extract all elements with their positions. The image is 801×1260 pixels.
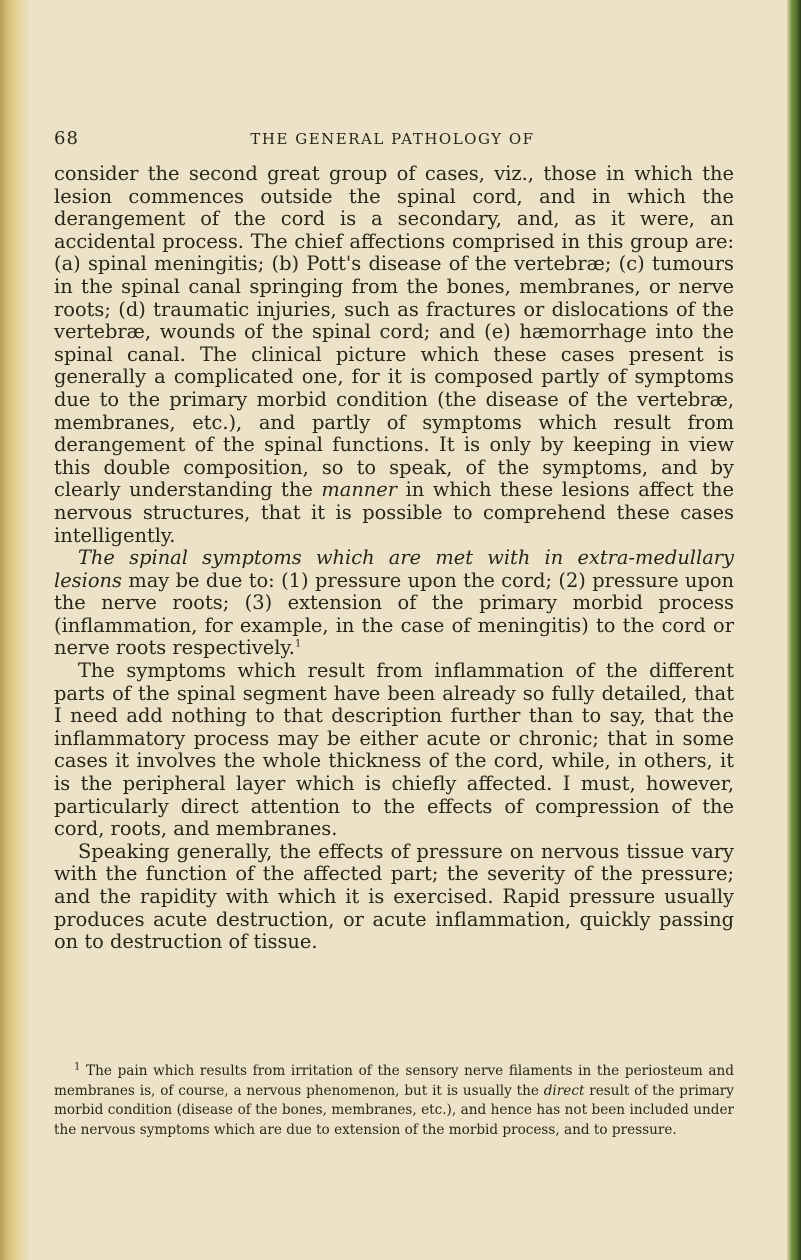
paragraph-2: [54, 547, 734, 660]
emphasis-manner: manner: [321, 478, 398, 502]
running-head: THE GENERAL PATHOLOGY OF: [250, 130, 535, 148]
page-binding-gutter: [0, 0, 30, 1260]
footnote-emphasis-direct: direct: [543, 1082, 585, 1099]
footnote-text-a: The pain which results from irritation of the sensory nerve filaments in the periosteum and membranes is, of course, a nervous phenomenon, but it is usually the: [54, 1063, 734, 1099]
footnote-paragraph: [54, 1062, 734, 1140]
page-header: [54, 128, 731, 152]
footnote-text-b: result of the primary morbid condition (disease of the bones, membranes, etc.), and hence has not been included under the nervous symptoms which are due to extension of the morbid process, and to pressure.: [54, 1082, 734, 1138]
page-edge: [787, 0, 801, 1260]
paragraph-2-text: may be due to: (1) pressure upon the cord; (2) pressure upon the nerve roots; (3) extension of the primary morbid process (inflammation, for example, in the case of meningitis) to the cord or nerve roots respectively.: [54, 568, 734, 660]
page-number: 68: [54, 128, 79, 149]
footnote: [54, 1062, 734, 1140]
paragraph-1: [54, 163, 734, 547]
paragraph-1-end: in which these lesions affect the nervous structures, that it is possible to comprehend these cases intelligently.: [54, 478, 735, 547]
footnote-marker: 1: [74, 1061, 81, 1073]
paragraph-4: Speaking generally, the effects of pressure on nervous tissue vary with the function of the affected part; the severity of the pressure; and the rapidity with which it is exercised. Rapid pressure usually produces acute destruction, or acute inflammation, quickly passing on to destruction of tissue.: [54, 839, 734, 954]
body-text: [54, 163, 734, 954]
emphasis-spinal-symptoms: The spinal symptoms which are met with in extra-medullary lesions: [54, 546, 734, 592]
paragraph-1-text: consider the second great group of cases, viz., those in which the lesion commences outside the spinal cord, and in which the derangement of the cord is a secondary, and, as it were, an accidental process. The chief affections comprised in this group are: (a) spinal meningitis; (b) Pott's disease of the vertebræ; (c) tumours in the spinal canal springing from the bones, membranes, or nerve roots; (d) traumatic injuries, such as fractures or dislocations of the vertebræ, wounds of the spinal cord; and (e) hæmorrhage into the spinal canal. The clinical picture which these cases present is generally a complicated one, for it is composed partly of symptoms due to the primary morbid condition (the disease of the vertebræ, membranes, etc.), and partly of symptoms which result from derangement of the spinal functions. It is only by keeping in view this double composition, so to speak, of the symptoms, and by clearly understanding the: [54, 162, 734, 502]
paragraph-3: The symptoms which result from inflammation of the different parts of the spinal segment have been already so fully detailed, that I need add nothing to that description further than to say, that the inflammatory process may be either acute or chronic; that in some cases it involves the whole thickness of the cord, while, in others, it is the peripheral layer which is chiefly affected. I must, however, particularly direct attention to the effects of compression of the cord, roots, and membranes.: [54, 659, 734, 841]
footnote-reference: 1: [294, 639, 302, 650]
